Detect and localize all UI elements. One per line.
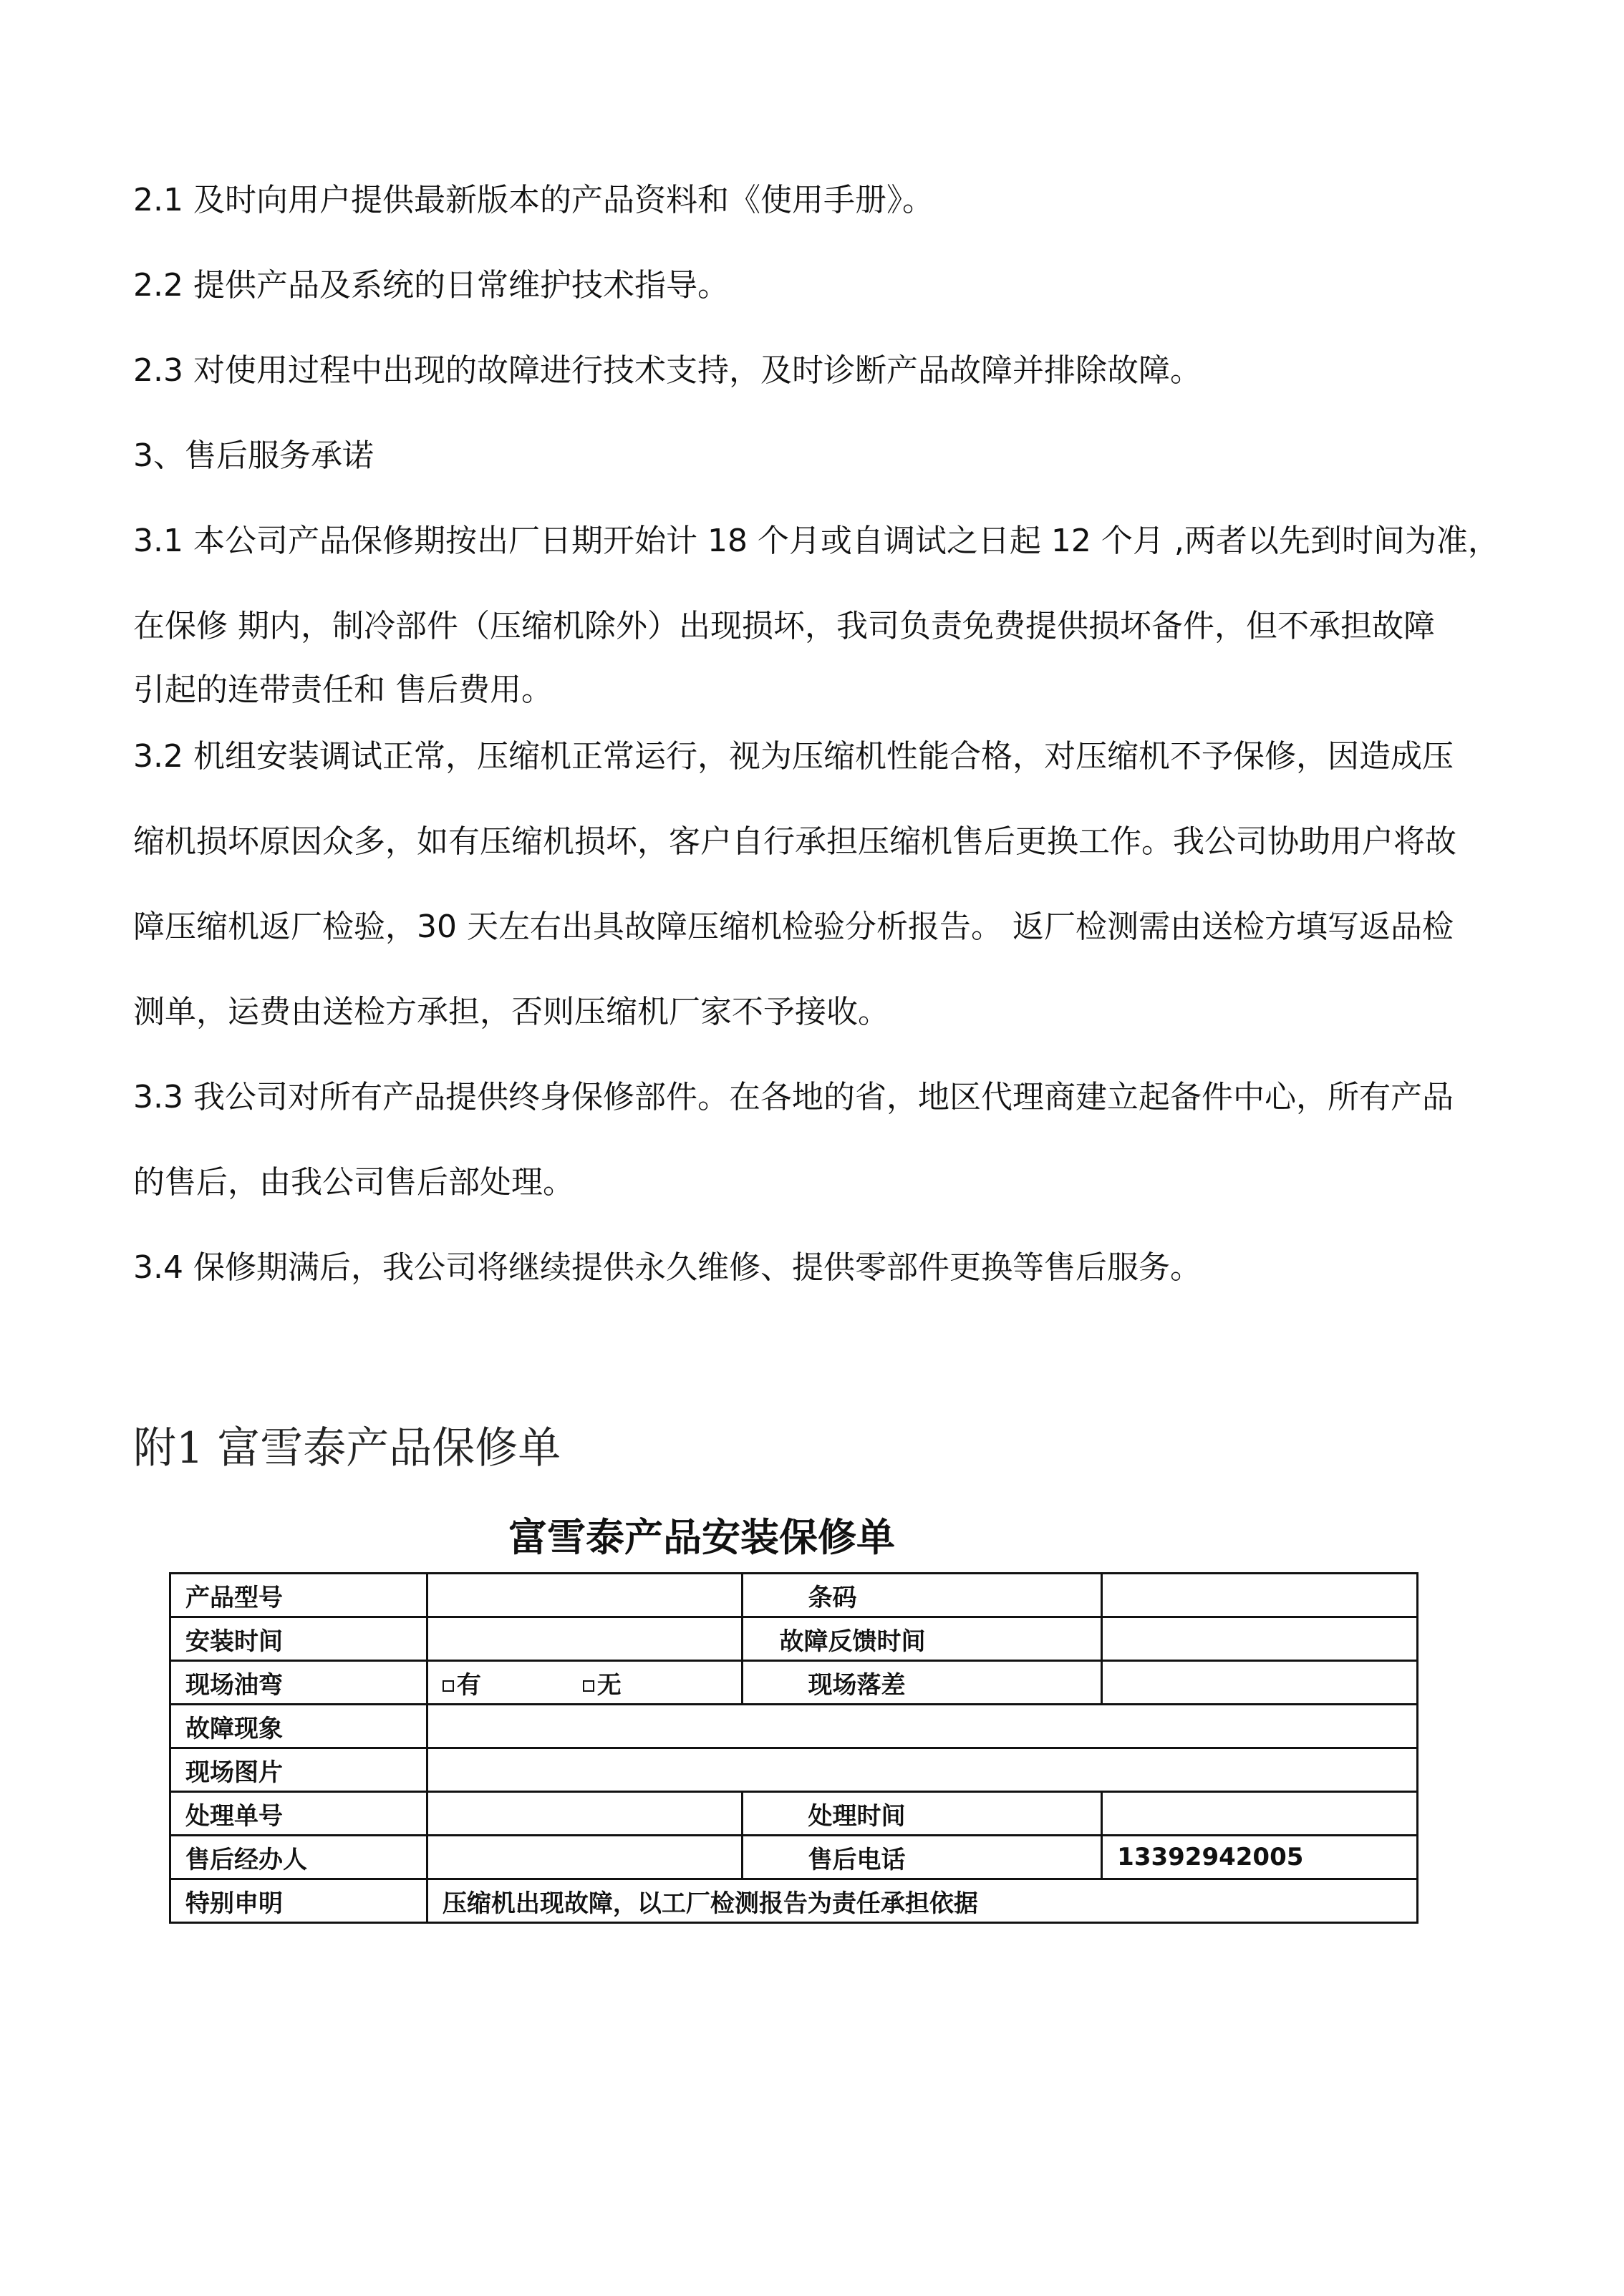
label-fault-phenomenon: 故障现象: [170, 1705, 427, 1748]
field-barcode[interactable]: [1102, 1574, 1418, 1617]
label-service-phone: 售后电话: [743, 1836, 1102, 1879]
section-heading-3: 3、售后服务承诺: [133, 437, 374, 474]
field-service-phone: 13392942005: [1102, 1836, 1418, 1879]
form-title: 富雪泰产品安装保修单: [508, 1515, 895, 1560]
field-process-time[interactable]: [1102, 1792, 1418, 1836]
paragraph-2-3: 2.3 对使用过程中出现的故障进行技术支持，及时诊断产品故障并排除故障。: [133, 352, 1202, 389]
appendix-title: 附1 富雪泰产品保修单: [133, 1423, 561, 1473]
paragraph-3-1-line1: 3.1 本公司产品保修期按出厂日期开始计 18 个月或自调试之日起 12 个月 ,两者以先到时间为准，: [133, 523, 1499, 559]
table-row: [170, 1879, 1418, 1923]
paragraph-3-1-line2: 在保修 期内，制冷部件（压缩机除外）出现损坏，我司负责免费提供损坏备件，但不承担故障: [133, 608, 1435, 644]
label-install-time: 安装时间: [170, 1617, 427, 1661]
label-special-statement: 特别申明: [170, 1879, 427, 1923]
label-oil-bend: 现场油弯: [170, 1661, 427, 1705]
paragraph-3-3-line2: 的售后，由我公司售后部处理。: [133, 1164, 574, 1201]
paragraph-3-1-line3: 引起的连带责任和 售后费用。: [133, 672, 553, 708]
table-row: [170, 1792, 1418, 1836]
table-row: [170, 1748, 1418, 1792]
label-fault-feedback-time: 故障反馈时间: [743, 1617, 1102, 1661]
label-ticket-no: 处理单号: [170, 1792, 427, 1836]
checkbox-icon: [443, 1680, 454, 1692]
paragraph-2-2: 2.2 提供产品及系统的日常维护技术指导。: [133, 267, 729, 304]
label-site-photos: 现场图片: [170, 1748, 427, 1792]
field-special-statement: 压缩机出现故障，以工厂检测报告为责任承担依据: [427, 1879, 1417, 1923]
paragraph-3-4: 3.4 保修期满后，我公司将继续提供永久维修、提供零部件更换等售后服务。: [133, 1249, 1202, 1286]
field-height-diff[interactable]: [1102, 1661, 1418, 1705]
label-process-time: 处理时间: [743, 1792, 1102, 1836]
field-site-photos[interactable]: [427, 1748, 1417, 1792]
field-ticket-no[interactable]: [427, 1792, 743, 1836]
field-product-model[interactable]: [427, 1574, 743, 1617]
label-height-diff: 现场落差: [743, 1661, 1102, 1705]
paragraph-3-2-line2: 缩机损坏原因众多，如有压缩机损坏，客户自行承担压缩机售后更换工作。我公司协助用户将故: [133, 823, 1456, 860]
table-row: [170, 1617, 1418, 1661]
paragraph-2-1: 2.1 及时向用户提供最新版本的产品资料和《使用手册》。: [133, 182, 934, 218]
checkbox-icon: [583, 1680, 594, 1692]
label-agent: 售后经办人: [170, 1836, 427, 1879]
field-fault-phenomenon[interactable]: [427, 1705, 1417, 1748]
field-fault-feedback-time[interactable]: [1102, 1617, 1418, 1661]
label-product-model: 产品型号: [170, 1574, 427, 1617]
field-install-time[interactable]: [427, 1617, 743, 1661]
table-row: [170, 1836, 1418, 1879]
option-yes-label: 有: [456, 1670, 481, 1700]
option-no-label: 无: [596, 1670, 622, 1700]
field-agent[interactable]: [427, 1836, 743, 1879]
table-row: [170, 1705, 1418, 1748]
field-oil-bend: [427, 1661, 743, 1705]
label-barcode: 条码: [743, 1574, 1102, 1617]
option-yes[interactable]: [443, 1665, 481, 1700]
paragraph-3-2-line3: 障压缩机返厂检验，30 天左右出具故障压缩机检验分析报告。 返厂检测需由送检方填写返品检: [133, 909, 1454, 945]
table-row: [170, 1574, 1418, 1617]
table-row: [170, 1661, 1418, 1705]
paragraph-3-2-line4: 测单，运费由送检方承担，否则压缩机厂家不予接收。: [133, 994, 889, 1030]
paragraph-3-3-line1: 3.3 我公司对所有产品提供终身保修部件。在各地的省，地区代理商建立起备件中心，所有产品: [133, 1079, 1454, 1115]
option-no[interactable]: [583, 1665, 622, 1700]
paragraph-3-2-line1: 3.2 机组安装调试正常，压缩机正常运行，视为压缩机性能合格，对压缩机不予保修，因造成压: [133, 738, 1454, 775]
warranty-form-table: [169, 1572, 1418, 1924]
